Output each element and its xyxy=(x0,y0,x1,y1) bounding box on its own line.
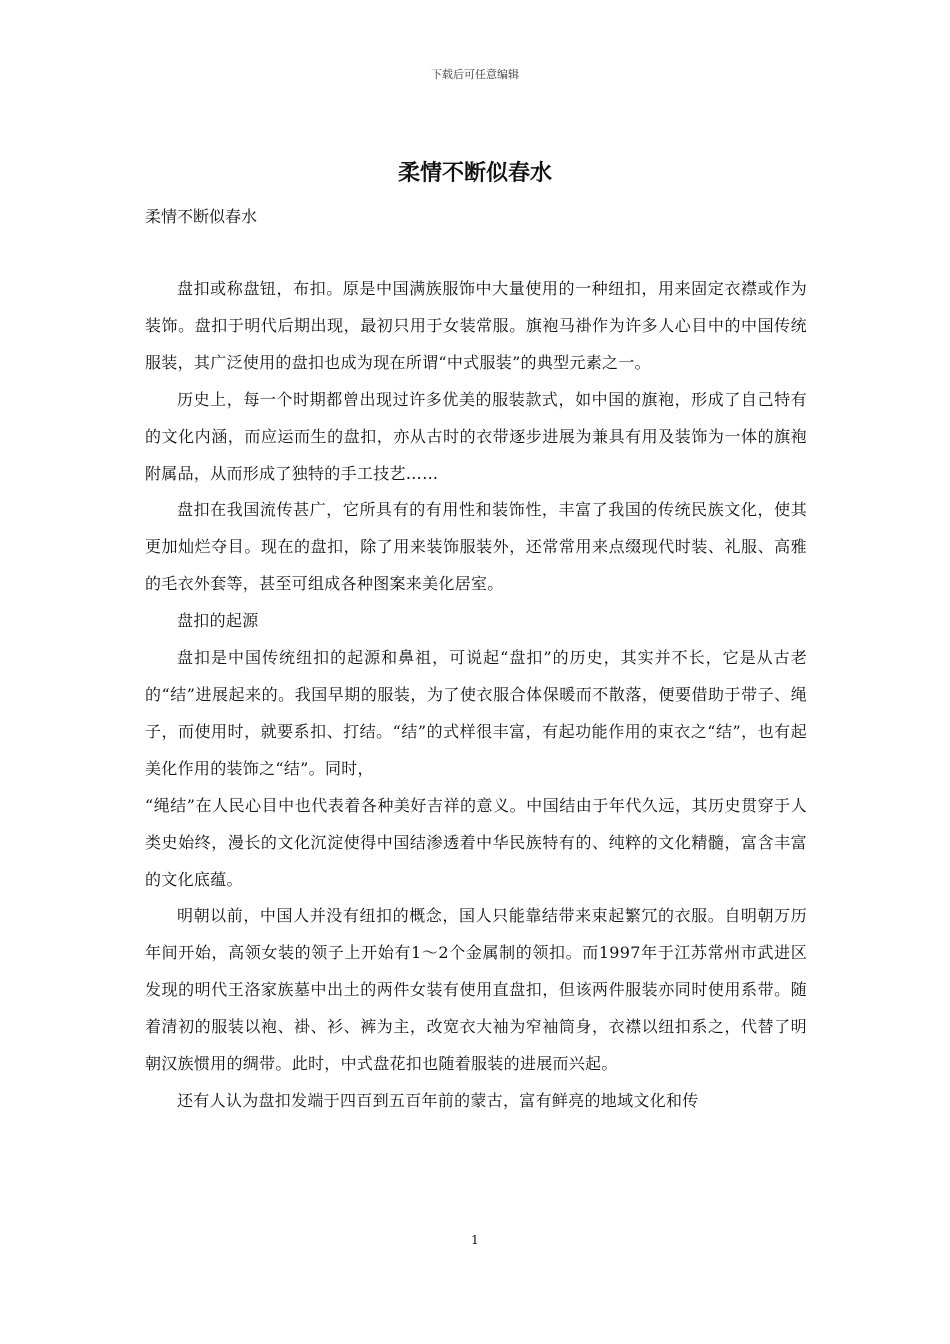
document-subtitle: 柔情不断似春水 xyxy=(145,207,258,226)
document-title: 柔情不断似春水 xyxy=(397,161,552,186)
paragraph: 明朝以前，中国人并没有纽扣的概念，国人只能靠结带来束起繁冗的衣服。自明朝万历年间开始，高领女装的领子上开始有1～2个金属制的领扣。而1997年于江苏常州市武进区发现的明代王洛家族墓中出土的两件女装有使用直盘扣，但该两件服装亦同时使用系带。随着清初的服装以袍、褂、衫、裤为主，改宽衣大袖为窄袖筒身，衣襟以纽扣系之，代替了明朝汉族惯用的绸带。此时，中式盘花扣也随着服装的进展而兴起。 xyxy=(145,906,807,1074)
paragraph: “绳结”在人民心目中也代表着各种美好吉祥的意义。中国结由于年代久远，其历史贯穿于人类史始终，漫长的文化沉淀使得中国结渗透着中华民族特有的、纯粹的文化精髓，富含丰富的文化底蕴。 xyxy=(145,795,807,889)
page-number: 1 xyxy=(471,1233,479,1247)
document-body xyxy=(145,271,807,1120)
paragraph: 盘扣或称盘钮，布扣。原是中国满族服饰中大量使用的一种纽扣，用来固定衣襟或作为装饰。盘扣于明代后期出现，最初只用于女装常服。旗袍马褂作为许多人心目中的中国传统服装，其广泛使用的盘扣也成为现在所谓“中式服装”的典型元素之一。 xyxy=(145,279,807,372)
section-heading: 盘扣的起源 xyxy=(177,611,259,631)
paragraph: 历史上，每一个时期都曾出现过许多优美的服装款式，如中国的旗袍，形成了自己特有的文化内涵，而应运而生的盘扣，亦从古时的衣带逐步进展为兼具有用及装饰为一体的旗袍附属品，从而形成了独特的手工技艺…… xyxy=(145,389,807,483)
paragraph: 盘扣是中国传统纽扣的起源和鼻祖，可说起“盘扣”的历史，其实并不长，它是从古老的“结”进展起来的。我国早期的服装，为了使衣服合体保暖而不散落，便要借助于带子、绳子，而使用时，就要系扣、打结。“结”的式样很丰富，有起功能作用的束衣之“结”，也有起美化作用的装饰之“结”。同时， xyxy=(145,648,807,778)
paragraph: 盘扣在我国流传甚广，它所具有的有用性和装饰性，丰富了我国的传统民族文化，使其更加灿烂夺目。现在的盘扣，除了用来装饰服装外，还常常用来点缀现代时装、礼服、高雅的毛衣外套等，甚至可组成各种图案来美化居室。 xyxy=(145,500,807,594)
paragraph: 还有人认为盘扣发端于四百到五百年前的蒙古，富有鲜亮的地域文化和传 xyxy=(177,1090,699,1110)
page-header-note: 下载后可任意编辑 xyxy=(431,68,519,81)
